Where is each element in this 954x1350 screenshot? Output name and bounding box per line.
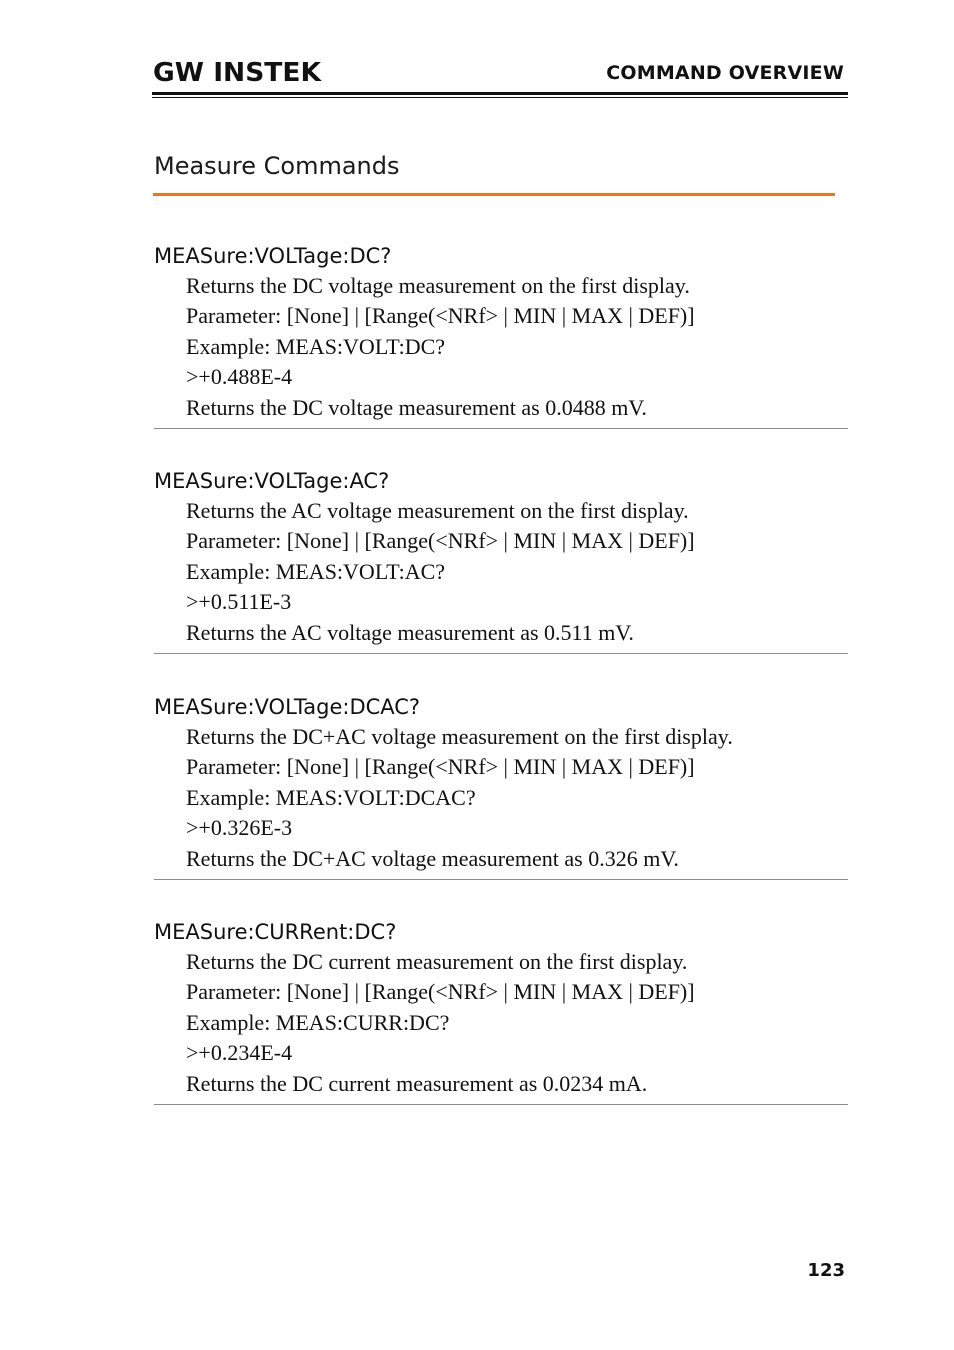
- command-example: Example: MEAS:VOLT:DCAC?: [186, 784, 476, 810]
- command-divider: [154, 428, 848, 429]
- command-response: >+0.326E-3: [186, 815, 293, 841]
- command-example: Example: MEAS:VOLT:AC?: [186, 558, 446, 584]
- command-example: Example: MEAS:CURR:DC?: [186, 1009, 450, 1035]
- command-block: [154, 466, 848, 654]
- command-response: >+0.488E-4: [186, 364, 293, 390]
- command-result: Returns the DC voltage measurement as 0.0488 mV.: [186, 394, 647, 420]
- command-details: [186, 722, 848, 874]
- command-details: [186, 947, 848, 1099]
- section-title: Measure Commands: [154, 152, 400, 180]
- command-parameter: Parameter: [None] | [Range(<NRf> | MIN | MAX | DEF)]: [186, 303, 695, 329]
- command-block: [154, 692, 848, 880]
- page-number: 123: [807, 1260, 845, 1281]
- command-parameter: Parameter: [None] | [Range(<NRf> | MIN | MAX | DEF)]: [186, 528, 695, 554]
- command-example: Example: MEAS:VOLT:DC?: [186, 333, 446, 359]
- header-title: COMMAND OVERVIEW: [606, 62, 844, 84]
- command-divider: [154, 879, 848, 880]
- command-parameter: Parameter: [None] | [Range(<NRf> | MIN | MAX | DEF)]: [186, 754, 695, 780]
- command-result: Returns the DC current measurement as 0.0234 mA.: [186, 1070, 648, 1096]
- command-divider: [154, 653, 848, 654]
- command-description: Returns the DC+AC voltage measurement on the first display.: [186, 724, 733, 749]
- command-response: >+0.234E-4: [186, 1040, 293, 1066]
- command-description: Returns the AC voltage measurement on the first display.: [186, 498, 689, 523]
- command-details: [186, 271, 848, 423]
- page-header: [152, 56, 848, 100]
- command-result: Returns the DC+AC voltage measurement as 0.326 mV.: [186, 845, 679, 871]
- header-rule-thick: [152, 92, 848, 95]
- header-rule-thin: [152, 97, 848, 98]
- command-response: >+0.511E-3: [186, 589, 292, 615]
- command-block: [154, 917, 848, 1105]
- command-name: MEASure:VOLTage:DCAC?: [154, 695, 421, 719]
- command-name: MEASure:VOLTage:AC?: [154, 469, 390, 493]
- command-description: Returns the DC voltage measurement on the first display.: [186, 273, 690, 298]
- command-description: Returns the DC current measurement on the first display.: [186, 949, 688, 974]
- command-block: [154, 241, 848, 429]
- command-parameter: Parameter: [None] | [Range(<NRf> | MIN | MAX | DEF)]: [186, 979, 695, 1005]
- command-details: [186, 496, 848, 648]
- command-name: MEASure:VOLTage:DC?: [154, 244, 392, 268]
- section-underline: [153, 193, 835, 196]
- command-name: MEASure:CURRent:DC?: [154, 920, 397, 944]
- logo-text: GW INSTEK: [153, 58, 322, 86]
- command-result: Returns the AC voltage measurement as 0.511 mV.: [186, 619, 634, 645]
- gw-instek-logo: [152, 56, 324, 86]
- command-divider: [154, 1104, 848, 1105]
